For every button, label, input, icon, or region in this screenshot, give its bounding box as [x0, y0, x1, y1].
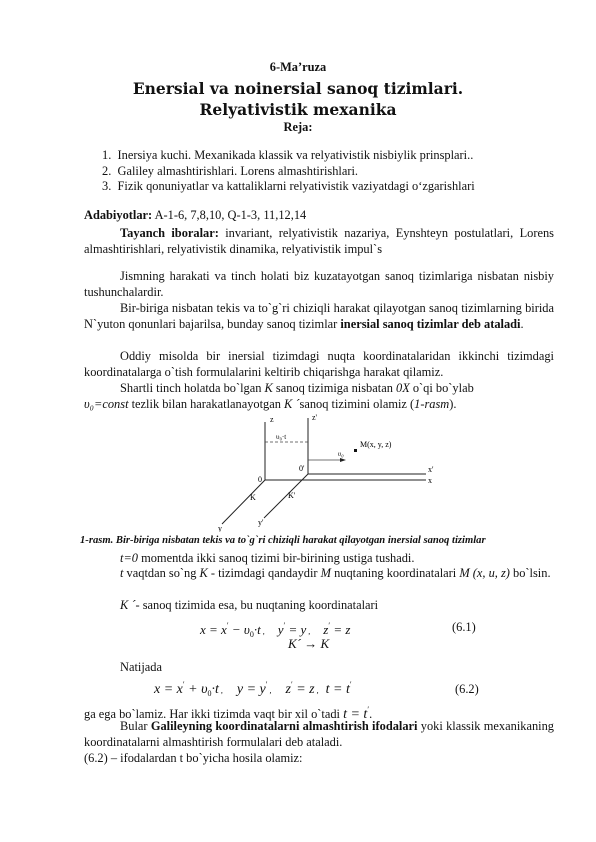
plan-label: Reja:	[283, 120, 313, 134]
v0t-label: υ₀·t	[276, 433, 287, 441]
paragraph-9: Bular Galileyning koordinatalarni almashtirish ifodalari yoki klassik mexanikaning koordinatalarni almashtirish formulalari deb ataladi.	[84, 719, 554, 749]
equation-6-2: $x = x' + \upsilon_0\cdot t$ , y = y′ , z′ = z , t = t′	[154, 680, 352, 698]
paragraph-6: t vaqtdan so`ng K - tizimdagi qandaydir M nuqtaning koordinatalari M (x, u, z) bo`lsin.	[120, 566, 551, 580]
natijada-label: Natijada	[120, 660, 162, 674]
keywords: Tayanch iboralar: invariant, relyativistik nazariya, Eynshteyn postulatlari, Lorens almashtirishlari, relyativistik dinamika, relyativistik impul`s	[84, 226, 554, 256]
literature: Adabiyotlar: A-1-6, 7,8,10, Q-1-3, 11,12,14	[84, 208, 307, 222]
equation-6-2-number: (6.2)	[455, 682, 479, 696]
x-prime-label: x'	[428, 465, 434, 474]
paragraph-8: ga ega bo`lamiz. Har ikki tizimda vaqt bir xil o`tadi t = t′.	[84, 705, 373, 722]
plan-list	[102, 148, 562, 195]
plan-item: 2. Galiley almashtirishlari. Lorens almashtirishlari.	[102, 163, 359, 178]
equation-6-1-arrow: K´ → K	[288, 636, 330, 651]
paragraph-2: Bir-biriga nisbatan tekis va to`g`ri chiziqli harakat qilayotgan sanoq tizimlarning birida N`yuton qonunlari bajarilsa, bunday sanoq tizimlar inersial sanoq tizimlar deb ataladi.	[84, 301, 554, 331]
paragraph-4: Shartli tinch holatda bo`lgan K sanoq tizimiga nisbatan 0X o`qi bo`ylab	[120, 381, 474, 395]
z-label: z	[270, 415, 274, 424]
paragraph-1: Jismning harakati va tinch holati biz kuzatayotgan sanoq tizimlariga nisbatan nisbiy tushunchalardir.	[84, 269, 554, 299]
paragraph-4-cont: υ₀=const tezlik bilan harakatlanayotgan K ´sanoq tizimini olamiz (1-rasm).	[84, 397, 457, 411]
y-prime-label: y'	[258, 518, 264, 527]
frame-k-label: K	[250, 493, 256, 502]
origin-prime-label: 0'	[299, 464, 305, 473]
point-m-label: M(x, y, z)	[360, 440, 392, 449]
lecture-number: 6-Ma’ruza	[269, 60, 327, 74]
x-label: x	[428, 476, 432, 485]
plan-item: 3. Fizik qonuniyatlar va kattaliklarni relyativistik vaziyatdagi o‘zgarishlari	[102, 179, 475, 193]
equation-6-1-number: (6.1)	[452, 620, 476, 634]
frame-k-prime-label: K'	[288, 491, 296, 500]
paragraph-3: Oddiy misolda bir inersial tizimdagi nuqta koordinatalaridan ikkinchi tizimdagi koordinatalarga o`tish formulalarini keltirib chiqarishga harakat qilamiz.	[84, 349, 554, 379]
page-title: Enersial va noinersial sanoq tizimlari. Relyativistik mexanika	[132, 79, 464, 119]
z-prime-label: z'	[312, 413, 317, 422]
plan-item: 1. Inersiya kuchi. Mexanikada klassik va relyativistik nisbiylik prinsplari..	[102, 148, 474, 162]
y-prime-axis	[264, 474, 308, 518]
velocity-arrowhead	[340, 458, 346, 462]
origin-label: 0	[258, 475, 262, 484]
equation-6-1: $x = x' - \upsilon_0\cdot t$ , y′ = y , z′ = z	[200, 621, 351, 639]
point-m-marker	[354, 449, 357, 452]
v0-label: υ₀	[338, 450, 344, 458]
paragraph-10: (6.2) – ifodalardan t bo`yicha hosila olamiz:	[84, 751, 303, 765]
paragraph-7: K ´- sanoq tizimida esa, bu nuqtaning koordinatalari	[120, 598, 379, 612]
paragraph-5: t=0 momentda ikki sanoq tizimi bir-birining ustiga tushadi.	[120, 551, 415, 565]
y-label: y	[218, 524, 222, 532]
figure-caption: 1-rasm. Bir-biriga nisbatan tekis va to`g`ri chiziqli harakat qilayotgan inersial sanoq tizimlar	[80, 535, 486, 546]
reference-frames-figure	[200, 412, 440, 532]
